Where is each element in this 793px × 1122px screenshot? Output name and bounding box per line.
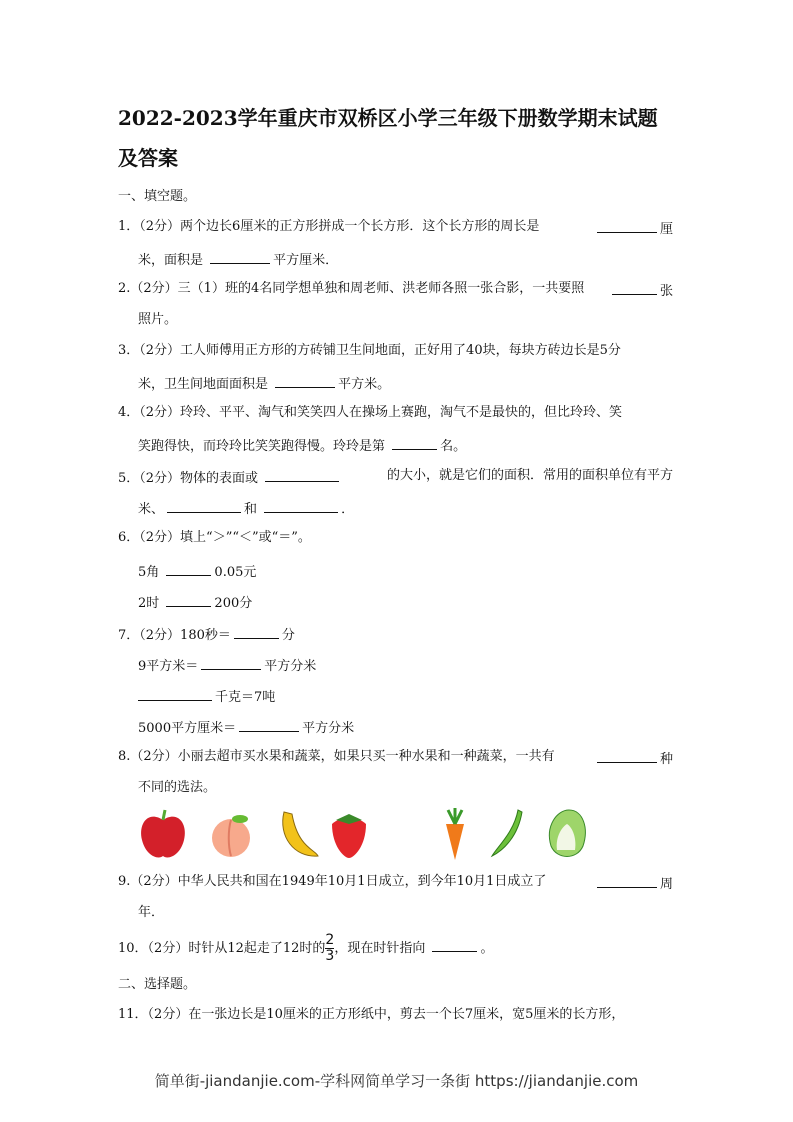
q-text: 5角 <box>138 565 160 580</box>
q-text: 周 <box>659 877 673 892</box>
answer-blank[interactable] <box>264 498 338 513</box>
question-3: 3．（2分）工人师傅用正方形的方砖铺卫生间地面，正好用了40块，每块方砖边长是5分 <box>118 343 621 358</box>
q-text: 平方分米 <box>302 721 355 736</box>
q-text: 9.（2分）中华人民共和国在1949年10月1日成立，到今年10月1日成立了 <box>118 874 547 889</box>
section-choice-heading: 二、选择题。 <box>118 977 197 992</box>
q-text: 米，面积是 <box>138 253 204 268</box>
banana-icon <box>276 806 322 862</box>
q-text: 厘 <box>659 222 673 237</box>
section-fill-heading: 一、填空题。 <box>118 189 197 204</box>
question-7-row-2 <box>138 686 275 707</box>
answer-blank[interactable] <box>392 435 437 450</box>
question-5-cont <box>138 498 354 519</box>
question-2 <box>118 280 673 301</box>
question-2-cont: 照片。 <box>138 312 178 327</box>
q-text: 平方厘米． <box>273 253 339 268</box>
q-text: ． <box>341 502 355 517</box>
question-1-cont <box>138 249 338 270</box>
apple-icon <box>138 806 188 862</box>
q-text: 10．（2分）时针从12起走了12时的 <box>118 941 326 956</box>
question-6-row-2 <box>138 592 252 613</box>
answer-blank[interactable] <box>612 280 657 295</box>
question-7-row-3 <box>138 717 354 738</box>
q-text: 分 <box>281 628 295 643</box>
q-text: 千克＝7吨 <box>215 690 276 705</box>
q-text: 笑跑得快，而玲玲比笑笑跑得慢。玲玲是第 <box>138 439 386 454</box>
q-text: 张 <box>659 284 673 299</box>
q-text: 5．（2分）物体的表面或 <box>118 471 259 486</box>
q-text: 平方米。 <box>338 377 391 392</box>
q-text: 0.05元 <box>214 565 257 580</box>
q-text: 8.（2分）小丽去超市买水果和蔬菜，如果只买一种水果和一种蔬菜，一共有 <box>118 749 555 764</box>
answer-blank[interactable] <box>210 249 270 264</box>
q-text: 种 <box>659 752 673 767</box>
answer-blank[interactable] <box>166 561 211 576</box>
site-footer-watermark: 简单街-jiandanjie.com-学科网简单学习一条街 https://jiandanjie.com <box>154 1072 639 1090</box>
document-title: 2022-2023学年重庆市双桥区小学三年级下册数学期末试题 <box>118 106 658 130</box>
q-text: ，现在时针指向 <box>334 941 426 956</box>
answer-blank[interactable] <box>234 624 279 639</box>
q-text: 名。 <box>440 439 467 454</box>
question-8-cont: 不同的选法。 <box>138 780 217 795</box>
question-1 <box>118 218 673 239</box>
question-4: 4．（2分）玲玲、平平、淘气和笑笑四人在操场上赛跑，淘气不是最快的，但比玲玲、笑 <box>118 405 623 420</box>
question-3-cont <box>138 373 390 394</box>
q-text: 2时 <box>138 596 160 611</box>
q-text: 1．（2分）两个边长6厘米的正方形拼成一个长方形．这个长方形的周长是 <box>118 219 540 234</box>
question-6-row-1 <box>138 561 256 582</box>
q-text: 米，卫生间地面面积是 <box>138 377 269 392</box>
answer-blank[interactable] <box>597 218 657 233</box>
answer-blank[interactable] <box>265 467 339 482</box>
pea-pod-icon <box>488 806 528 862</box>
answer-blank[interactable] <box>275 373 335 388</box>
answer-blank[interactable] <box>167 498 241 513</box>
answer-blank[interactable] <box>201 655 261 670</box>
fraction <box>325 933 334 964</box>
carrot-icon <box>438 806 472 862</box>
q-text: 和 <box>244 502 258 517</box>
answer-blank[interactable] <box>239 717 299 732</box>
question-9 <box>118 873 673 894</box>
q-text: 2.（2分）三（1）班的4名同学想单独和周老师、洪老师各照一张合影，一共要照 <box>118 281 585 296</box>
question-7-row-1 <box>138 655 316 676</box>
question-4-cont <box>138 435 466 456</box>
q-text: 。 <box>480 941 494 956</box>
fruit-vegetable-pictures <box>138 806 593 864</box>
strawberry-icon <box>328 806 370 862</box>
peach-icon <box>208 806 254 862</box>
answer-blank[interactable] <box>597 748 657 763</box>
question-6: 6．（2分）填上“＞”“＜”或“＝”。 <box>118 530 311 545</box>
q-text: 平方分米 <box>264 659 317 674</box>
q-text: 7．（2分）180秒＝ <box>118 628 231 643</box>
question-7 <box>118 624 295 645</box>
q-text: 的大小，就是它们的面积．常用的面积单位有平方 <box>386 468 673 483</box>
question-10 <box>118 932 494 966</box>
cabbage-icon <box>543 806 591 862</box>
question-8 <box>118 748 673 769</box>
question-11: 11．（2分）在一张边长是10厘米的正方形纸中，剪去一个长7厘米，宽5厘米的长方形， <box>118 1007 625 1022</box>
answer-blank[interactable] <box>432 937 477 952</box>
q-text: 米、 <box>138 502 165 517</box>
q-text: 5000平方厘米＝ <box>138 721 237 736</box>
question-5 <box>118 467 673 488</box>
answer-blank[interactable] <box>597 873 657 888</box>
document-title-cont: 及答案 <box>118 146 178 170</box>
q-text: 9平方米＝ <box>138 659 199 674</box>
answer-blank[interactable] <box>138 686 212 701</box>
denominator: 3 <box>325 948 335 964</box>
answer-blank[interactable] <box>166 592 211 607</box>
q-text: 200分 <box>214 596 253 611</box>
numerator: 2 <box>325 932 335 948</box>
question-9-cont: 年． <box>138 905 165 920</box>
